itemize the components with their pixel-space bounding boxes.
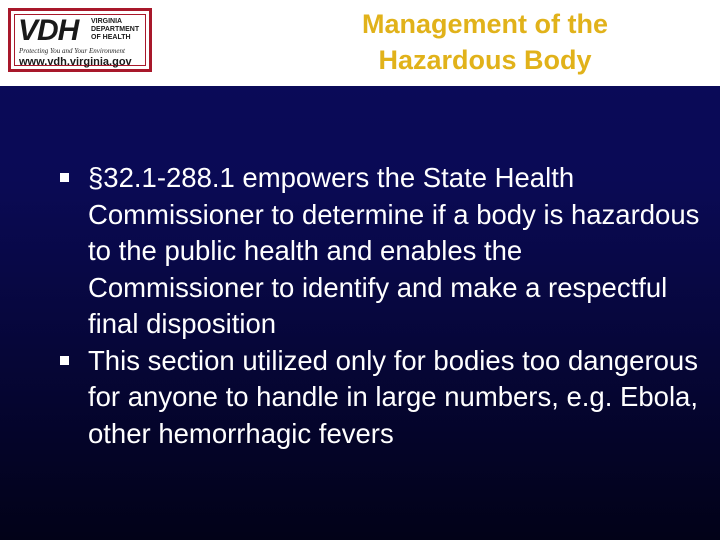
logo-dept-line: VIRGINIA (91, 18, 123, 25)
bullet-item (60, 160, 700, 343)
slide-title (300, 6, 670, 78)
square-bullet-icon (60, 173, 69, 182)
logo-url: www.vdh.virginia.gov (19, 56, 132, 68)
slide-body (60, 160, 700, 452)
logo-department (91, 18, 151, 42)
logo-dept-line: OF HEALTH (91, 34, 131, 41)
vdh-logo (8, 8, 152, 72)
bullet-item (60, 343, 700, 453)
logo-dept-line: DEPARTMENT (91, 26, 140, 33)
title-line: Management of the (361, 9, 609, 39)
bullet-text: §32.1-288.1 empowers the State Health Commissioner to determine if a body is hazardous to the public health and enables the Commissioner to identify and make a respectful final disposition (88, 162, 700, 339)
title-line: Hazardous Body (378, 45, 592, 75)
logo-mark: VDH (18, 14, 79, 47)
bullet-text: This section utilized only for bodies too dangerous for anyone to handle in large numbers, e.g. Ebola, other hemorrhagic fevers (88, 344, 698, 449)
logo-tagline: Protecting You and Your Environment (19, 47, 125, 55)
logo-frame (14, 14, 146, 66)
square-bullet-icon (60, 356, 69, 365)
slide-header (0, 0, 720, 86)
